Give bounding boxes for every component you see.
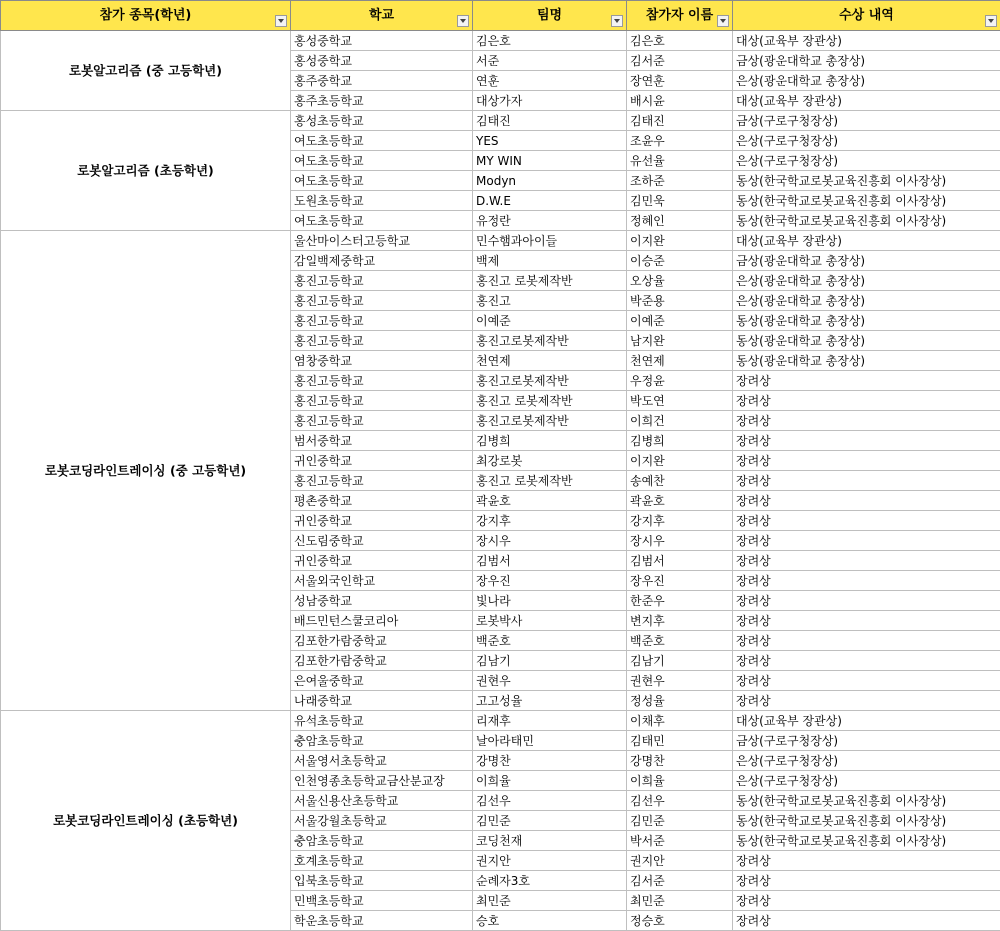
school-cell[interactable]: 여도초등학교 (291, 171, 473, 191)
school-cell[interactable]: 여도초등학교 (291, 131, 473, 151)
header-label: 팀명 (537, 7, 562, 25)
school-cell[interactable]: 충암초등학교 (291, 831, 473, 851)
school-cell[interactable]: 호계초등학교 (291, 851, 473, 871)
team-cell[interactable]: 대상가자 (473, 91, 627, 111)
school-cell[interactable]: 홍주초등학교 (291, 91, 473, 111)
team-cell[interactable]: 백준호 (473, 631, 627, 651)
school-cell[interactable]: 홍성중학교 (291, 51, 473, 71)
award-cell[interactable]: 장려상 (733, 531, 1000, 551)
award-cell[interactable]: 장려상 (733, 551, 1000, 571)
team-cell[interactable]: 연훈 (473, 71, 627, 91)
team-cell[interactable]: 홍진고로봇제작반 (473, 371, 627, 391)
header-team (473, 1, 627, 31)
school-cell[interactable]: 서울신용산초등학교 (291, 791, 473, 811)
participant-cell[interactable]: 김태민 (627, 731, 733, 751)
team-cell[interactable]: 민수햄과아이들 (473, 231, 627, 251)
award-cell[interactable]: 금상(구로구청장상) (733, 731, 1000, 751)
team-cell[interactable]: 김병희 (473, 431, 627, 451)
participant-cell[interactable]: 이지완 (627, 451, 733, 471)
participant-cell[interactable]: 유선율 (627, 151, 733, 171)
award-cell[interactable]: 장려상 (733, 871, 1000, 891)
school-cell[interactable]: 귀인중학교 (291, 551, 473, 571)
team-cell[interactable]: 리재후 (473, 711, 627, 731)
participant-cell[interactable]: 김민준 (627, 811, 733, 831)
team-cell[interactable]: 홍진고 로봇제작반 (473, 471, 627, 491)
sheet-body (1, 31, 1000, 931)
school-cell[interactable]: 여도초등학교 (291, 211, 473, 231)
school-cell[interactable]: 도원초등학교 (291, 191, 473, 211)
team-cell[interactable]: MY WIN (473, 151, 627, 171)
participant-cell[interactable]: 강명찬 (627, 751, 733, 771)
award-cell[interactable]: 은상(광운대학교 총장상) (733, 271, 1000, 291)
award-cell[interactable]: 대상(교육부 장관상) (733, 91, 1000, 111)
team-cell[interactable]: 김민준 (473, 811, 627, 831)
award-cell[interactable]: 장려상 (733, 891, 1000, 911)
participant-cell[interactable]: 김선우 (627, 791, 733, 811)
table-row (1, 231, 1000, 251)
team-cell[interactable]: 천연제 (473, 351, 627, 371)
participant-cell[interactable]: 정혜인 (627, 211, 733, 231)
award-cell[interactable]: 동상(한국학교로봇교육진흥회 이사장상) (733, 191, 1000, 211)
header-row (1, 1, 1000, 31)
school-cell[interactable]: 홍주중학교 (291, 71, 473, 91)
school-cell[interactable]: 홍진고등학교 (291, 471, 473, 491)
award-cell[interactable]: 장려상 (733, 471, 1000, 491)
team-cell[interactable]: YES (473, 131, 627, 151)
award-cell[interactable]: 장려상 (733, 911, 1000, 931)
award-cell[interactable]: 금상(광운대학교 총장상) (733, 51, 1000, 71)
participant-cell[interactable]: 우정윤 (627, 371, 733, 391)
participant-cell[interactable]: 김병희 (627, 431, 733, 451)
award-cell[interactable]: 은상(구로구청장상) (733, 151, 1000, 171)
award-cell[interactable]: 장려상 (733, 611, 1000, 631)
header-participant (627, 1, 733, 31)
team-cell[interactable]: 김선우 (473, 791, 627, 811)
participant-cell[interactable]: 장시우 (627, 531, 733, 551)
header-label: 참가 종목(학년) (100, 7, 192, 25)
school-cell[interactable]: 은여울중학교 (291, 671, 473, 691)
participant-cell[interactable]: 강지후 (627, 511, 733, 531)
team-cell[interactable]: 홍진고 로봇제작반 (473, 271, 627, 291)
school-cell[interactable]: 충암초등학교 (291, 731, 473, 751)
team-cell[interactable]: 이희율 (473, 771, 627, 791)
school-cell[interactable]: 귀인중학교 (291, 511, 473, 531)
participant-cell[interactable]: 김범서 (627, 551, 733, 571)
school-cell[interactable]: 홍진고등학교 (291, 391, 473, 411)
school-cell[interactable]: 울산마이스터고등학교 (291, 231, 473, 251)
team-cell[interactable]: 홍진고 (473, 291, 627, 311)
award-cell[interactable]: 은상(광운대학교 총장상) (733, 291, 1000, 311)
school-cell[interactable]: 홍진고등학교 (291, 311, 473, 331)
school-cell[interactable]: 배드민턴스쿨코리아 (291, 611, 473, 631)
award-cell[interactable]: 장려상 (733, 431, 1000, 451)
school-cell[interactable]: 홍성초등학교 (291, 111, 473, 131)
participant-cell[interactable]: 송예찬 (627, 471, 733, 491)
award-cell[interactable]: 동상(광운대학교 총장상) (733, 331, 1000, 351)
participant-cell[interactable]: 오상율 (627, 271, 733, 291)
award-cell[interactable]: 장려상 (733, 691, 1000, 711)
participant-cell[interactable]: 장우진 (627, 571, 733, 591)
school-cell[interactable]: 나래중학교 (291, 691, 473, 711)
participant-cell[interactable]: 최민준 (627, 891, 733, 911)
filter-dropdown-icon[interactable] (717, 15, 729, 27)
team-cell[interactable]: 홍진고 로봇제작반 (473, 391, 627, 411)
team-cell[interactable]: 고고성율 (473, 691, 627, 711)
school-cell[interactable]: 인천영종초등학교금산분교장 (291, 771, 473, 791)
filter-dropdown-icon[interactable] (457, 15, 469, 27)
team-cell[interactable]: 이예준 (473, 311, 627, 331)
participant-cell[interactable]: 정승호 (627, 911, 733, 931)
team-cell[interactable]: 최강로봇 (473, 451, 627, 471)
team-cell[interactable]: 서준 (473, 51, 627, 71)
participant-cell[interactable]: 박서준 (627, 831, 733, 851)
team-cell[interactable]: 강명찬 (473, 751, 627, 771)
award-cell[interactable]: 장려상 (733, 411, 1000, 431)
participant-cell[interactable]: 조윤우 (627, 131, 733, 151)
team-cell[interactable]: 김은호 (473, 31, 627, 51)
award-cell[interactable]: 금상(광운대학교 총장상) (733, 251, 1000, 271)
participant-cell[interactable]: 김민욱 (627, 191, 733, 211)
header-label: 참가자 이름 (646, 7, 713, 25)
participant-cell[interactable]: 김은호 (627, 31, 733, 51)
school-cell[interactable]: 홍진고등학교 (291, 411, 473, 431)
award-cell[interactable]: 장려상 (733, 591, 1000, 611)
team-cell[interactable]: Modyn (473, 171, 627, 191)
school-cell[interactable]: 홍진고등학교 (291, 291, 473, 311)
header-row-group (1, 1, 1000, 31)
school-cell[interactable]: 김포한가람중학교 (291, 631, 473, 651)
team-cell[interactable]: 홍진고로봇제작반 (473, 411, 627, 431)
award-cell[interactable]: 장려상 (733, 671, 1000, 691)
participant-cell[interactable]: 김서준 (627, 51, 733, 71)
award-cell[interactable]: 은상(구로구청장상) (733, 751, 1000, 771)
award-cell[interactable]: 장려상 (733, 451, 1000, 471)
participant-cell[interactable]: 남지완 (627, 331, 733, 351)
header-award (733, 1, 1000, 31)
school-cell[interactable]: 범서중학교 (291, 431, 473, 451)
team-cell[interactable]: 유정란 (473, 211, 627, 231)
award-cell[interactable]: 장려상 (733, 491, 1000, 511)
school-cell[interactable]: 여도초등학교 (291, 151, 473, 171)
team-cell[interactable]: 백제 (473, 251, 627, 271)
school-cell[interactable]: 감일백제중학교 (291, 251, 473, 271)
team-cell[interactable]: 곽윤호 (473, 491, 627, 511)
award-cell[interactable]: 동상(광운대학교 총장상) (733, 351, 1000, 371)
award-cell[interactable]: 동상(광운대학교 총장상) (733, 311, 1000, 331)
team-cell[interactable]: 승호 (473, 911, 627, 931)
award-cell[interactable]: 장려상 (733, 371, 1000, 391)
award-cell[interactable]: 장려상 (733, 391, 1000, 411)
participant-cell[interactable]: 김남기 (627, 651, 733, 671)
team-cell[interactable]: 날아라태민 (473, 731, 627, 751)
school-cell[interactable]: 염창중학교 (291, 351, 473, 371)
participant-cell[interactable]: 김서준 (627, 871, 733, 891)
team-cell[interactable]: 로봇박사 (473, 611, 627, 631)
team-cell[interactable]: 장시우 (473, 531, 627, 551)
team-cell[interactable]: 최민준 (473, 891, 627, 911)
team-cell[interactable]: 김남기 (473, 651, 627, 671)
school-cell[interactable]: 홍진고등학교 (291, 331, 473, 351)
award-cell[interactable]: 장려상 (733, 511, 1000, 531)
category-cell[interactable]: 로봇알고리즘 (중 고등학년) (1, 31, 291, 111)
filter-dropdown-icon[interactable] (275, 15, 287, 27)
award-cell[interactable]: 동상(한국학교로봇교육진흥회 이사장상) (733, 811, 1000, 831)
school-cell[interactable]: 홍진고등학교 (291, 371, 473, 391)
school-cell[interactable]: 김포한가람중학교 (291, 651, 473, 671)
header-label: 수상 내역 (839, 7, 894, 25)
participant-cell[interactable]: 이지완 (627, 231, 733, 251)
participant-cell[interactable]: 천연제 (627, 351, 733, 371)
participant-cell[interactable]: 이승준 (627, 251, 733, 271)
team-cell[interactable]: 권현우 (473, 671, 627, 691)
team-cell[interactable]: 코딩천재 (473, 831, 627, 851)
school-cell[interactable]: 홍진고등학교 (291, 271, 473, 291)
participant-cell[interactable]: 조하준 (627, 171, 733, 191)
award-cell[interactable]: 동상(한국학교로봇교육진흥회 이사장상) (733, 171, 1000, 191)
participant-cell[interactable]: 이채후 (627, 711, 733, 731)
team-cell[interactable]: 김태진 (473, 111, 627, 131)
team-cell[interactable]: 홍진고로봇제작반 (473, 331, 627, 351)
participant-cell[interactable]: 정성율 (627, 691, 733, 711)
participant-cell[interactable]: 이희건 (627, 411, 733, 431)
award-cell[interactable]: 동상(한국학교로봇교육진흥회 이사장상) (733, 831, 1000, 851)
award-cell[interactable]: 은상(광운대학교 총장상) (733, 71, 1000, 91)
participant-cell[interactable]: 곽윤호 (627, 491, 733, 511)
table-row (1, 711, 1000, 731)
team-cell[interactable]: 장우진 (473, 571, 627, 591)
school-cell[interactable]: 유석초등학교 (291, 711, 473, 731)
school-cell[interactable]: 신도림중학교 (291, 531, 473, 551)
participant-cell[interactable]: 박준용 (627, 291, 733, 311)
award-cell[interactable]: 대상(교육부 장관상) (733, 231, 1000, 251)
team-cell[interactable]: 빛나라 (473, 591, 627, 611)
participant-cell[interactable]: 장연훈 (627, 71, 733, 91)
participant-cell[interactable]: 권지안 (627, 851, 733, 871)
school-cell[interactable]: 입북초등학교 (291, 871, 473, 891)
award-cell[interactable]: 동상(한국학교로봇교육진흥회 이사장상) (733, 791, 1000, 811)
school-cell[interactable]: 서울강월초등학교 (291, 811, 473, 831)
school-cell[interactable]: 서울영서초등학교 (291, 751, 473, 771)
award-cell[interactable]: 대상(교육부 장관상) (733, 711, 1000, 731)
participant-cell[interactable]: 변지후 (627, 611, 733, 631)
header-label: 학교 (369, 7, 394, 25)
category-cell[interactable]: 로봇코딩라인트레이싱 (초등학년) (1, 711, 291, 931)
participant-cell[interactable]: 김태진 (627, 111, 733, 131)
award-cell[interactable]: 장려상 (733, 851, 1000, 871)
team-cell[interactable]: 권지안 (473, 851, 627, 871)
participant-cell[interactable]: 권현우 (627, 671, 733, 691)
filter-dropdown-icon[interactable] (985, 15, 997, 27)
school-cell[interactable]: 민백초등학교 (291, 891, 473, 911)
team-cell[interactable]: 김범서 (473, 551, 627, 571)
participant-cell[interactable]: 이희율 (627, 771, 733, 791)
participant-cell[interactable]: 백준호 (627, 631, 733, 651)
school-cell[interactable]: 학운초등학교 (291, 911, 473, 931)
team-cell[interactable]: D.W.E (473, 191, 627, 211)
table-row (1, 31, 1000, 51)
filter-dropdown-icon[interactable] (611, 15, 623, 27)
header-school (291, 1, 473, 31)
award-cell[interactable]: 장려상 (733, 651, 1000, 671)
award-cell[interactable]: 대상(교육부 장관상) (733, 31, 1000, 51)
participant-cell[interactable]: 배시윤 (627, 91, 733, 111)
award-cell[interactable]: 장려상 (733, 571, 1000, 591)
school-cell[interactable]: 평촌중학교 (291, 491, 473, 511)
category-cell[interactable]: 로봇알고리즘 (초등학년) (1, 111, 291, 231)
award-cell[interactable]: 금상(구로구청장상) (733, 111, 1000, 131)
participant-cell[interactable]: 이예준 (627, 311, 733, 331)
header-category (1, 1, 291, 31)
school-cell[interactable]: 서울외국인학교 (291, 571, 473, 591)
award-cell[interactable]: 은상(구로구청장상) (733, 771, 1000, 791)
school-cell[interactable]: 성남중학교 (291, 591, 473, 611)
participant-cell[interactable]: 한준우 (627, 591, 733, 611)
award-cell[interactable]: 은상(구로구청장상) (733, 131, 1000, 151)
school-cell[interactable]: 귀인중학교 (291, 451, 473, 471)
participant-cell[interactable]: 박도연 (627, 391, 733, 411)
team-cell[interactable]: 순례자3호 (473, 871, 627, 891)
award-cell[interactable]: 장려상 (733, 631, 1000, 651)
team-cell[interactable]: 강지후 (473, 511, 627, 531)
school-cell[interactable]: 홍성중학교 (291, 31, 473, 51)
award-cell[interactable]: 동상(한국학교로봇교육진흥회 이사장상) (733, 211, 1000, 231)
table-row (1, 111, 1000, 131)
category-cell[interactable]: 로봇코딩라인트레이싱 (중 고등학년) (1, 231, 291, 711)
